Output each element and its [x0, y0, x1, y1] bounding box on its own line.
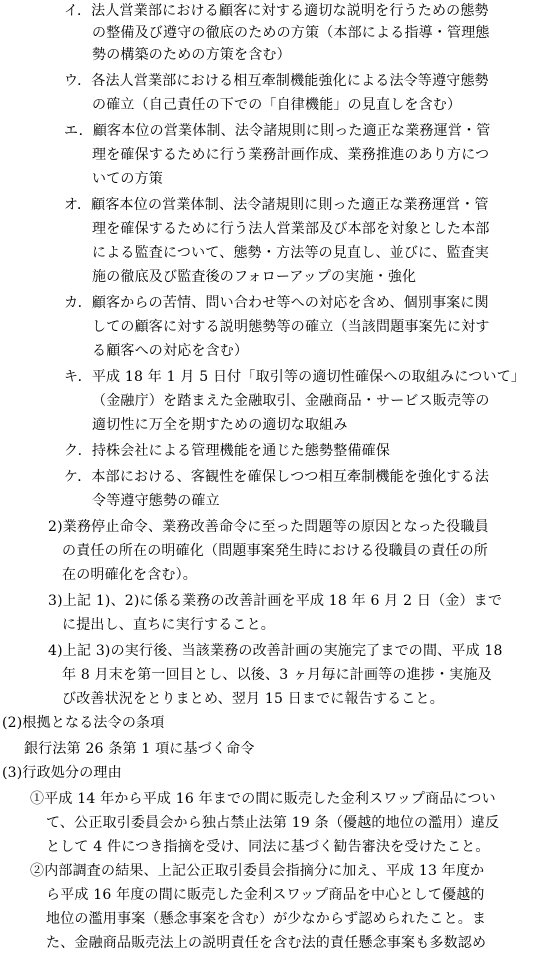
clause-4-line-3: び改善状況をとりまとめ、翌月 15 日までに報告すること。 [62, 691, 444, 707]
section-2-heading: (2)根拠となる法令の条項 [2, 715, 165, 731]
clause-2-line-3: 在の明確化を含む）。 [62, 567, 197, 583]
reason-1-line-2: て、公正取引委員会から独占禁止法第 19 条（優越的地位の濫用）違反 [46, 815, 500, 831]
reason-2-line-3: 地位の濫用事案（懸念事案を含む）が少なからず認められたこと。ま [46, 911, 487, 927]
item-ki-line-3: 適切性に万全を期すための適切な取組み [92, 417, 348, 433]
reason-1-line-3: として 4 件につき指摘を受け、同法に基づく勧告審決を受けたこと。 [46, 839, 490, 855]
section-2-body: 銀行法第 26 条第 1 項に基づく命令 [24, 741, 255, 757]
clause-4-line-2: 年 8 月末を第一回目とし、以後、3 ヶ月毎に計画等の進捗・実施及 [62, 667, 492, 683]
item-o-line-3: による監査について、態勢・方法等の見直し、並びに、監査実 [92, 245, 490, 261]
reason-2-line-4: た、金融商品販売法上の説明責任を含む法的責任懸念事案も多数認め [46, 935, 487, 951]
reason-2-line-1: ②内部調査の結果、上記公正取引委員会指摘分に加え、平成 13 年度か [30, 863, 485, 879]
clause-3-line-2: に提出し、直ちに実行すること。 [62, 617, 275, 633]
item-u-line-1: ウ．各法人営業部における相互牽制機能強化による法令等遵守態勢 [64, 73, 489, 89]
item-ku-line-1: ク．持株会社による管理機能を通じた態勢整備確保 [64, 443, 391, 459]
item-ka-line-1: カ．顧客からの苦情、問い合わせ等への対応を含め、個別事案に関 [64, 295, 489, 311]
item-ke-line-2: 令等遵守態勢の確立 [92, 493, 220, 509]
reason-2-line-2: ら平成 16 年度の間に販売した金利スワップ商品を中心として優越的 [46, 887, 485, 903]
item-o-line-2: 理を確保するために行う法人営業部及び本部を対象とした本部 [92, 221, 490, 237]
item-o-line-4: 施の徹底及び監査後のフォローアップの実施・強化 [92, 269, 417, 285]
item-ke-line-1: ケ．本部における、客観性を確保しつつ相互牽制機能を強化する法 [64, 469, 490, 485]
clause-2-line-2: の責任の所在の明確化（問題事案発生時における役職員の責任の所 [62, 543, 488, 559]
item-e-line-3: いての方策 [92, 171, 163, 187]
item-e-line-1: エ．顧客本位の営業体制、法令諸規則に則った適正な業務運営・管 [64, 123, 491, 139]
clause-4-line-1: 4)上記 3)の実行後、当該業務の改善計画の実施完了までの間、平成 18 [48, 643, 503, 659]
item-e-line-2: 理を確保するために行う業務計画作成、業務推進のあり方につ [92, 147, 490, 163]
item-ki-line-1: キ．平成 18 年 1 月 5 日付「取引等の適切性確保への取組みについて」 [64, 369, 526, 385]
clause-2-line-1: 2)業務停止命令、業務改善命令に至った問題等の原因となった役職員 [48, 519, 489, 535]
item-u-line-2: の確立（自己責任の下での「自律機能」の見直しを含む） [92, 97, 462, 113]
item-ki-line-2: （金融庁）を踏まえた金融取引、金融商品・サービス販売等の [92, 393, 490, 409]
item-i-line-1: イ．法人営業部における顧客に対する適切な説明を行うための態勢 [64, 3, 489, 19]
clause-3-line-1: 3)上記 1)、2)に係る業務の改善計画を平成 18 年 6 月 2 日（金）まで [48, 593, 503, 609]
item-ka-line-2: しての顧客に対する説明態勢等の確立（当該問題事案先に対す [92, 319, 490, 335]
item-ka-line-3: る顧客への対応を含む） [92, 343, 249, 359]
section-3-heading: (3)行政処分の理由 [2, 765, 122, 781]
item-i-line-2: の整備及び遵守の徹底のための方策（本部による指導・管理態 [92, 25, 490, 41]
item-i-line-3: 勢の構築のための方策を含む） [92, 47, 291, 63]
reason-1-line-1: ①平成 14 年から平成 16 年までの間に販売した金利スワップ商品につい [30, 791, 496, 807]
item-o-line-1: オ．顧客本位の営業体制、法令諸規則に則った適正な業務運営・管 [64, 197, 489, 213]
